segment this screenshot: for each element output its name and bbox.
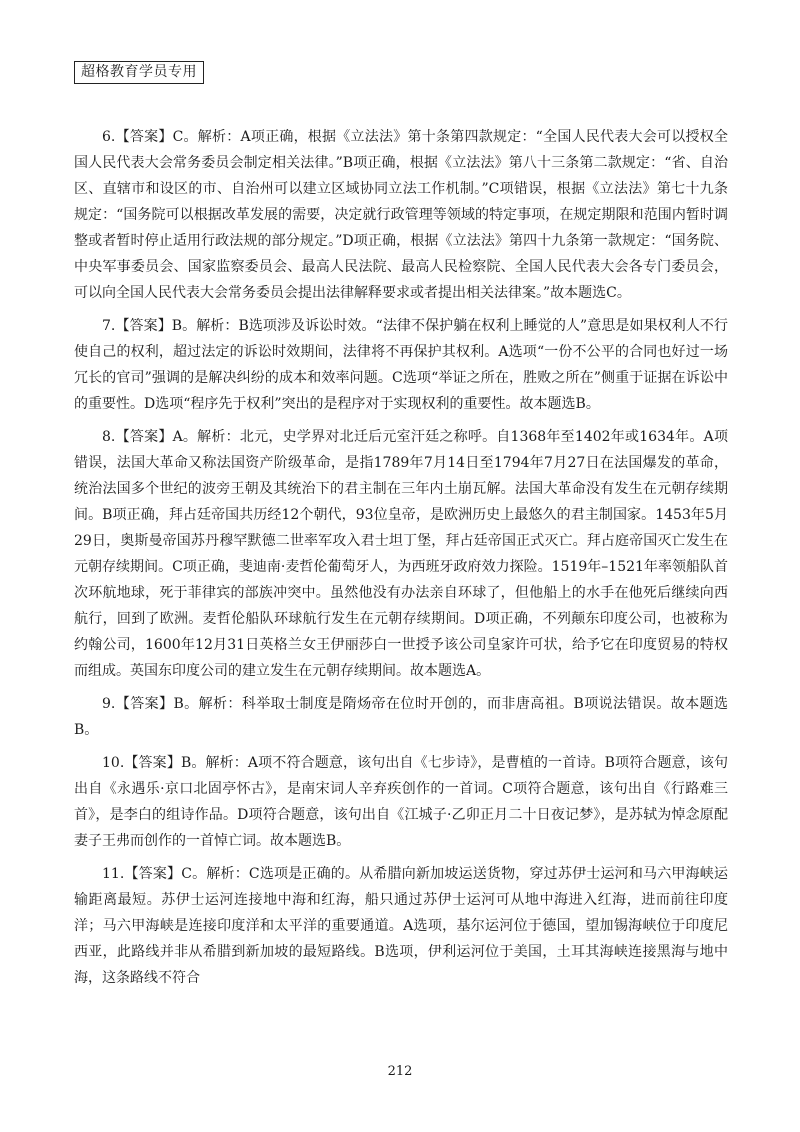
usage-label: 超格教育学员专用 (74, 61, 204, 84)
answer-11: 11.【答案】C。解析：C选项是正确的。从希腊向新加坡运送货物，穿过苏伊士运河和马六甲海峡运输距离最短。苏伊士运河连接地中海和红海，船只通过苏伊士运河可从地中海进入红海，进而前往印度洋；马六甲海峡是连接印度洋和太平洋的重要通道。A选项，基尔运河位于德国，望加锡海峡位于印度尼西亚，此路线并非从希腊到新加坡的最短路线。B选项，伊利运河位于美国，土耳其海峡连接黑海与地中海，这条路线不符合 (74, 866, 728, 986)
answer-7: 7.【答案】B。解析：B选项涉及诉讼时效。“法律不保护躺在权利上睡觉的人”意思是如果权利人不行使自己的权利，超过法定的诉讼时效期间，法律将不再保护其权利。A选项“一份不公平的合同也好过一场冗长的官司”强调的是解决纠纷的成本和效率问题。C选项“举证之所在，胜败之所在”侧重于证据在诉讼中的重要性。D选项“程序先于权利”突出的是程序对于实现权利的重要性。故本题选B。 (74, 318, 728, 412)
answer-6: 6.【答案】C。解析：A项正确，根据《立法法》第十条第四款规定：“全国人民代表大会可以授权全国人民代表大会常务委员会制定相关法律。”B项正确，根据《立法法》第八十三条第二款规定：“省、自治区、直辖市和设区的市、自治州可以建立区域协同立法工作机制。”C项错误，根据《立法法》第七十九条规定：“国务院可以根据改革发展的需要，决定就行政管理等领域的特定事项，在规定期限和范围内暂时调整或者暂时停止适用行政法规的部分规定。”D项正确，根据《立法法》第四十九条第一款规定：“国务院、中央军事委员会、国家监察委员会、最高人民法院、最高人民检察院、全国人民代表大会各专门委员会，可以向全国人民代表大会常务委员会提出法律解释要求或者提出相关法律案。”故本题选C。 (74, 129, 728, 301)
answer-9: 9.【答案】B。解析：科举取士制度是隋炀帝在位时开创的，而非唐高祖。B项说法错误。故本题选B。 (74, 696, 728, 738)
page-number: 212 (387, 1064, 413, 1079)
answer-8: 8.【答案】A。解析：北元，史学界对北迁后元室汗廷之称呼。自1368年至1402年或1634年。A项错误，法国大革命又称法国资产阶级革命，是指1789年7月14日至1794年7月27日在法国爆发的革命，统治法国多个世纪的波旁王朝及其统治下的君主制在三年内土崩瓦解。法国大革命没有发生在元朝存续期间。B项正确，拜占廷帝国共历经12个朝代，93位皇帝，是欧洲历史上最悠久的君主制国家。1453年5月29日，奥斯曼帝国苏丹穆罕默德二世率军攻入君士坦丁堡，拜占廷帝国正式灭亡。拜占庭帝国灭亡发生在元朝存续期间。C项正确，斐迪南·麦哲伦葡萄牙人，为西班牙政府效力探险。1519年–1521年率领船队首次环航地球，死于菲律宾的部族冲突中。虽然他没有办法亲自环球了，但他船上的水手在他死后继续向西航行，回到了欧洲。麦哲伦船队环球航行发生在元朝存续期间。D项正确，不列颠东印度公司，也被称为约翰公司，1600年12月31日英格兰女王伊丽莎白一世授予该公司皇家许可状，给予它在印度贸易的特权而组成。英国东印度公司的建立发生在元朝存续期间。故本题选A。 (74, 429, 728, 679)
answer-10: 10.【答案】B。解析：A项不符合题意，该句出自《七步诗》，是曹植的一首诗。B项符合题意，该句出自《永遇乐·京口北固亭怀古》，是南宋词人辛弃疾创作的一首词。C项符合题意，该句出自《行路难三首》，是李白的组诗作品。D项符合题意，该句出自《江城子·乙卯正月二十日夜记梦》，是苏轼为悼念原配妻子王弗而创作的一首悼亡词。故本题选B。 (74, 755, 728, 849)
answer-explanations (74, 124, 728, 998)
